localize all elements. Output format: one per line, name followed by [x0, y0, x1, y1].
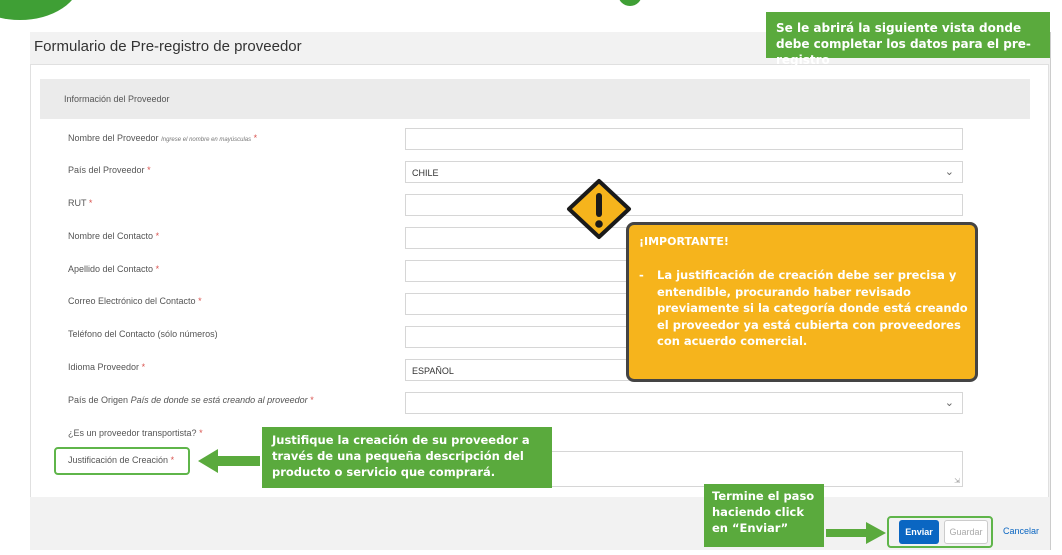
decorative-green-shape	[0, 0, 80, 20]
guardar-button[interactable]: Guardar	[944, 520, 988, 544]
section-title: Información del Proveedor	[64, 94, 170, 104]
label-proveedor-transportista: ¿Es un proveedor transportista? *	[68, 428, 203, 438]
important-body: - La justificación de creación debe ser precisa y entendible, procurando haber revisado previamente si la categoría donde está creando el proveedor ya está cubierta con proveedores con acuerdo comercial.	[639, 268, 968, 348]
resize-grip-icon: ⇲	[954, 478, 960, 485]
label-apellido-contacto: Apellido del Contacto *	[68, 264, 160, 274]
enviar-button[interactable]: Enviar	[899, 520, 939, 544]
rut-input[interactable]	[405, 194, 963, 216]
label-correo-contacto: Correo Electrónico del Contacto *	[68, 296, 202, 306]
arrow-right-icon	[826, 520, 888, 546]
label-pais-origen: País de Origen País de donde se está creando al proveedor *	[68, 395, 314, 405]
chevron-down-icon: ⌄	[944, 397, 954, 409]
idioma-proveedor-select[interactable]: ESPAÑOL	[405, 359, 963, 381]
important-callout	[626, 222, 978, 382]
label-rut: RUT *	[68, 198, 93, 208]
decorative-green-dot	[618, 0, 642, 6]
nombre-proveedor-input[interactable]	[405, 128, 963, 150]
warning-diamond-icon	[566, 178, 632, 240]
pais-proveedor-select[interactable]: CHILE ⌄	[405, 161, 963, 183]
page-title: Formulario de Pre-registro de proveedor	[34, 38, 302, 55]
label-nombre-proveedor: Nombre del Proveedor Ingrese el nombre en mayúsculas *	[68, 133, 258, 143]
label-justificacion-creacion: Justificación de Creación *	[68, 455, 175, 465]
section-header	[40, 79, 1030, 119]
pais-origen-select[interactable]	[405, 392, 963, 414]
chevron-down-icon: ⌄	[944, 166, 954, 178]
label-telefono-contacto: Teléfono del Contacto (sólo números)	[68, 329, 218, 339]
label-pais-proveedor: País del Proveedor *	[68, 165, 151, 175]
label-nombre-contacto: Nombre del Contacto *	[68, 231, 160, 241]
label-idioma-proveedor: Idioma Proveedor *	[68, 362, 146, 372]
cancelar-button[interactable]: Cancelar	[1003, 526, 1040, 536]
arrow-left-icon	[196, 447, 262, 475]
justificacion-highlight-frame	[54, 447, 190, 475]
top-callout: Se le abrirá la siguiente vista donde debe completar los datos para el pre-registro	[766, 12, 1050, 58]
enviar-callout: Termine el paso haciendo click en “Enviar”	[704, 484, 824, 547]
justificacion-callout: Justifique la creación de su proveedor a través de una pequeña descripción del producto o servicio que comprará.	[262, 427, 552, 488]
important-title: ¡IMPORTANTE!	[639, 235, 729, 248]
